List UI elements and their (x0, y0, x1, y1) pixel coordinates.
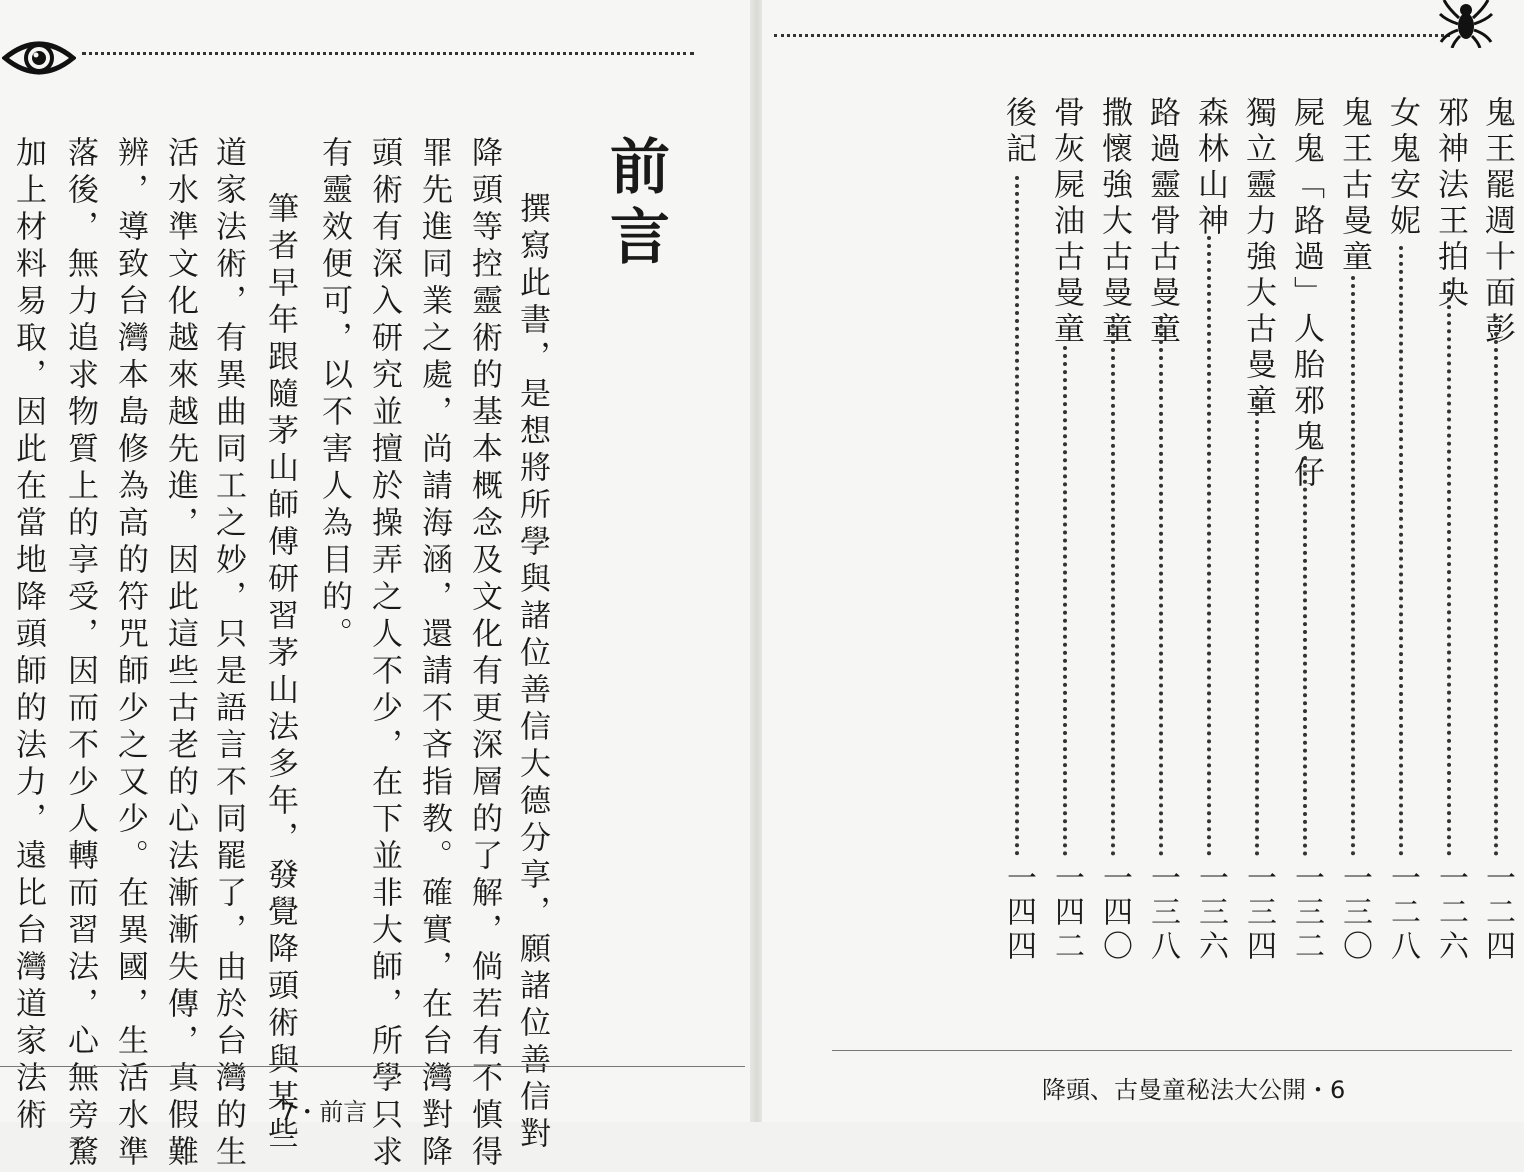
text-column: 道家法術，有異曲同工之妙，只是語言不同罷了，由於台灣的生 (210, 136, 246, 1172)
toc-page-number: 一三六 (1193, 862, 1228, 964)
toc-page-number: 一三八 (1145, 862, 1180, 964)
text-column: 撰寫此書，是想將所學與諸位善信大德分享，願諸位善信對 (514, 192, 550, 1154)
toc-entry (998, 96, 1038, 976)
toc-page-number: 一三〇 (1337, 862, 1372, 964)
toc-title: 鬼王古曼童 (1336, 96, 1372, 276)
footer-rule (0, 1066, 745, 1067)
toc-page-number: 一四四 (1001, 862, 1036, 964)
toc-leader-dots (1111, 316, 1115, 856)
text-column: 有靈效便可，以不害人為目的。 (316, 136, 352, 654)
right-page (762, 0, 1524, 1122)
toc-entry (1286, 96, 1326, 976)
text-column: 頭術有深入研究並擅於操弄之人不少，在下並非大師，所學只求 (366, 136, 402, 1172)
toc-entry (1142, 96, 1182, 976)
toc-leader-dots (1159, 316, 1163, 856)
toc-title: 獨立靈力強大古曼童 (1240, 96, 1276, 420)
left-page (0, 0, 752, 1172)
toc-title: 後記 (1000, 96, 1036, 168)
text-column: 活水準文化越來越先進，因此這些古老的心法漸漸失傳，真假難 (162, 136, 198, 1172)
toc-leader-dots (1015, 176, 1019, 856)
toc-leader-dots (1255, 396, 1259, 856)
toc-page-number: 一三二 (1289, 862, 1324, 964)
toc-entry (1094, 96, 1134, 976)
toc-page-number: 一四二 (1049, 862, 1084, 964)
toc-title: 邪神法王拍央 (1432, 96, 1468, 312)
toc-title: 森林山神 (1192, 96, 1228, 240)
toc-leader-dots (1494, 316, 1498, 856)
toc-entry (1477, 96, 1517, 976)
toc-title: 女鬼安妮 (1384, 96, 1420, 240)
toc-page-number: 一二六 (1433, 862, 1468, 964)
eye-icon (2, 36, 76, 80)
toc-leader-dots (1399, 246, 1403, 856)
toc-title: 鬼王罷週十面彭 (1479, 96, 1515, 348)
toc-page-number: 一四〇 (1097, 862, 1132, 964)
toc-entry (1382, 96, 1422, 976)
toc-leader-dots (1063, 346, 1067, 856)
toc-leader-dots (1207, 236, 1211, 856)
header-dotted-line (774, 34, 1450, 37)
text-column: 辨，導致台灣本島修為高的符咒師少之又少。在異國，生活水準 (112, 136, 148, 1172)
text-column: 罪先進同業之處，尚請海涵，還請不吝指教。確實，在台灣對降 (416, 136, 452, 1172)
page-footer: 降頭、古曼童秘法大公開・6 (1042, 1076, 1346, 1104)
toc-leader-dots (1351, 276, 1355, 856)
text-column: 落後，無力追求物質上的享受，因而不少人轉而習法，心無旁騖 (62, 136, 98, 1172)
page-title: 前言 (600, 135, 670, 275)
toc-page-number: 一二四 (1480, 862, 1515, 964)
toc-entry (1046, 96, 1086, 976)
page-footer: 7・前言 (280, 1098, 368, 1126)
text-column: 加上材料易取，因此在當地降頭師的法力，遠比台灣道家法術 (10, 136, 46, 1135)
toc-entry (1238, 96, 1278, 976)
spider-icon (1436, 0, 1496, 48)
toc-title: 路過靈骨古曼童 (1144, 96, 1180, 348)
toc-title: 屍鬼「路過」人胎邪鬼仔 (1288, 96, 1324, 492)
toc-page-number: 一二八 (1385, 862, 1420, 964)
toc-entry (1430, 96, 1470, 976)
toc-page-number: 一三四 (1241, 862, 1276, 964)
toc-title: 撒懷強大古曼童 (1096, 96, 1132, 348)
toc-leader-dots (1303, 456, 1307, 856)
header-dotted-line (82, 52, 694, 55)
toc-title: 骨灰屍油古曼童 (1048, 96, 1084, 348)
footer-rule (832, 1050, 1512, 1051)
text-column: 降頭等控靈術的基本概念及文化有更深層的了解，倘若有不慎得 (466, 136, 502, 1172)
toc-entry (1190, 96, 1230, 976)
toc-entry (1334, 96, 1374, 976)
toc-leader-dots (1447, 281, 1451, 856)
text-column: 筆者早年跟隨茅山師傅研習茅山法多年，發覺降頭術與某些 (262, 192, 298, 1154)
